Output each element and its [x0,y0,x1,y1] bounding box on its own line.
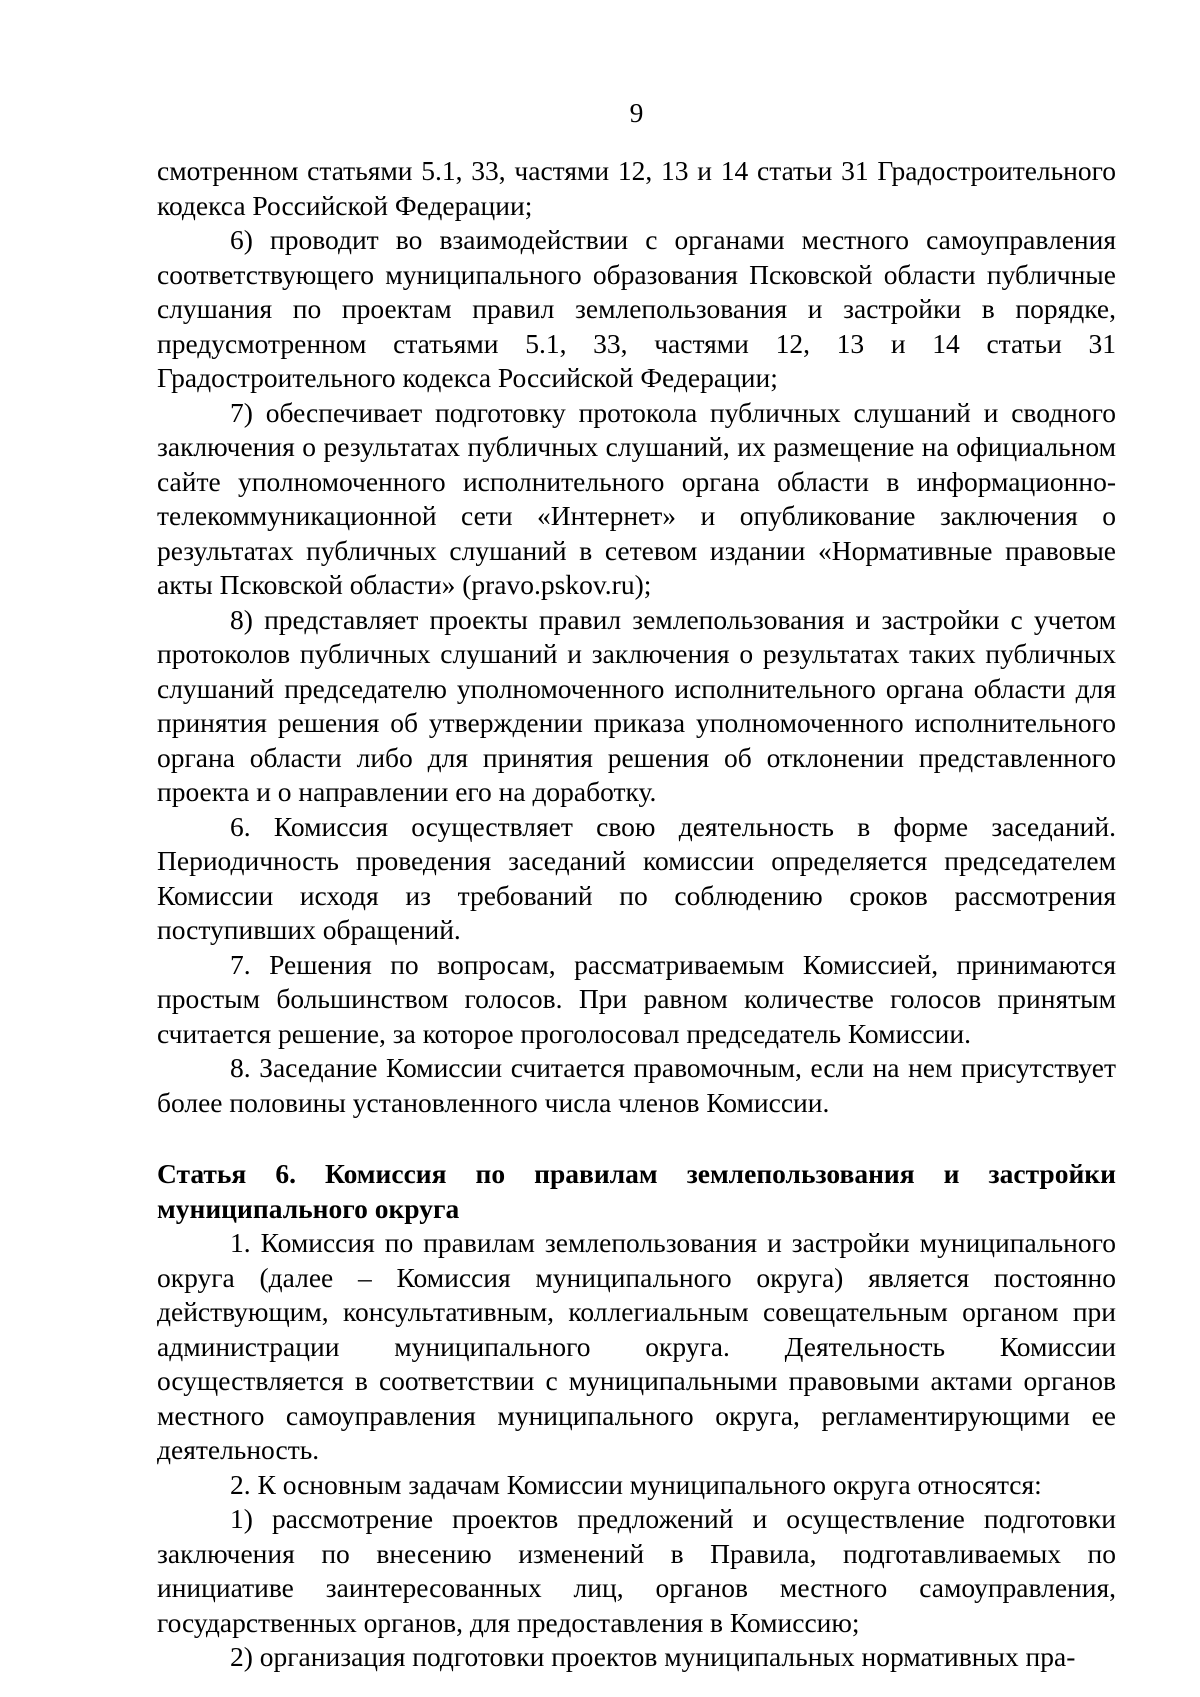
page-number: 9 [629,97,644,128]
paragraph-clause-6: 6. Комиссия осуществляет свою деятельность в форме заседаний. Периодичность проведения заседаний комиссии определяется председателем Комиссии исходя из требований по соблюдению сроков рассмотрения поступивших обращений. [157,810,1116,945]
paragraph-clause-7: 7. Решения по вопросам, рассматриваемым Комиссией, принимаются простым большинством голосов. При равном количестве голосов принятым считается решение, за которое проголосовал председатель Комиссии. [157,948,1116,1049]
paragraph-item-8: 8) представляет проекты правил землепользования и застройки с учетом протоколов публичных слушаний и заключения о результатах таких публичных слушаний председателю уполномоченного исполнительного органа области для принятия решения об утверждении приказа уполномоченного исполнительного органа области либо для принятия решения об отклонении представленного проекта и о направлении его на доработку. [157,603,1116,807]
paragraph-item-6: 6) проводит во взаимодействии с органами местного самоуправления соответствующего муниципального образования Псковской области публичные слушания по проектам правил землепользования и застройки в порядке, предусмотренном статьями 5.1, 33, частями 12, 13 и 14 статьи 31 Градостроительного кодекса Российской Федерации; [157,224,1116,393]
paragraph-item-7: 7) обеспечивает подготовку протокола публичных слушаний и сводного заключения о результатах публичных слушаний, их размещение на официальном сайте уполномоченного исполнительного органа области в информационно-телекоммуникационной сети «Интернет» и опубликование заключения о результатах публичных слушаний в сетевом издании «Нормативные правовые акты Псковской области» (pravo.pskov.ru); [157,396,1116,600]
paragraph-article6-item-1: 1) рассмотрение проектов предложений и осуществление подготовки заключения по внесению изменений в Правила, подготавливаемых по инициативе заинтересованных лиц, органов местного самоуправления, государственных органов, для предоставления в Комиссию; [157,1503,1116,1638]
paragraph-clause-8: 8. Заседание Комиссии считается правомочным, если на нем присутствует более половины установленного числа членов Комиссии. [157,1052,1116,1118]
document-body [157,154,1116,1675]
article-heading: Статья 6. Комиссия по правилам землепользования и застройки муниципального округа [157,1158,1116,1224]
paragraph-continuation: смотренном статьями 5.1, 33, частями 12, 13 и 14 статьи 31 Градостроительного кодекса Российской Федерации; [157,155,1116,221]
paragraph-article6-item-2: 2) организация подготовки проектов муниципальных нормативных пра- [230,1641,1076,1672]
paragraph-article6-clause-1: 1. Комиссия по правилам землепользования и застройки муниципального округа (далее – Комиссия муниципального округа) является постоянно действующим, консультативным, коллегиальным совещательным органом при администрации муниципального округа. Деятельность Комиссии осуществляется в соответствии с муниципальными правовыми актами органов местного самоуправления муниципального округа, регламентирующими ее деятельность. [157,1227,1116,1465]
paragraph-article6-clause-2: 2. К основным задачам Комиссии муниципального округа относятся: [230,1468,1042,1500]
